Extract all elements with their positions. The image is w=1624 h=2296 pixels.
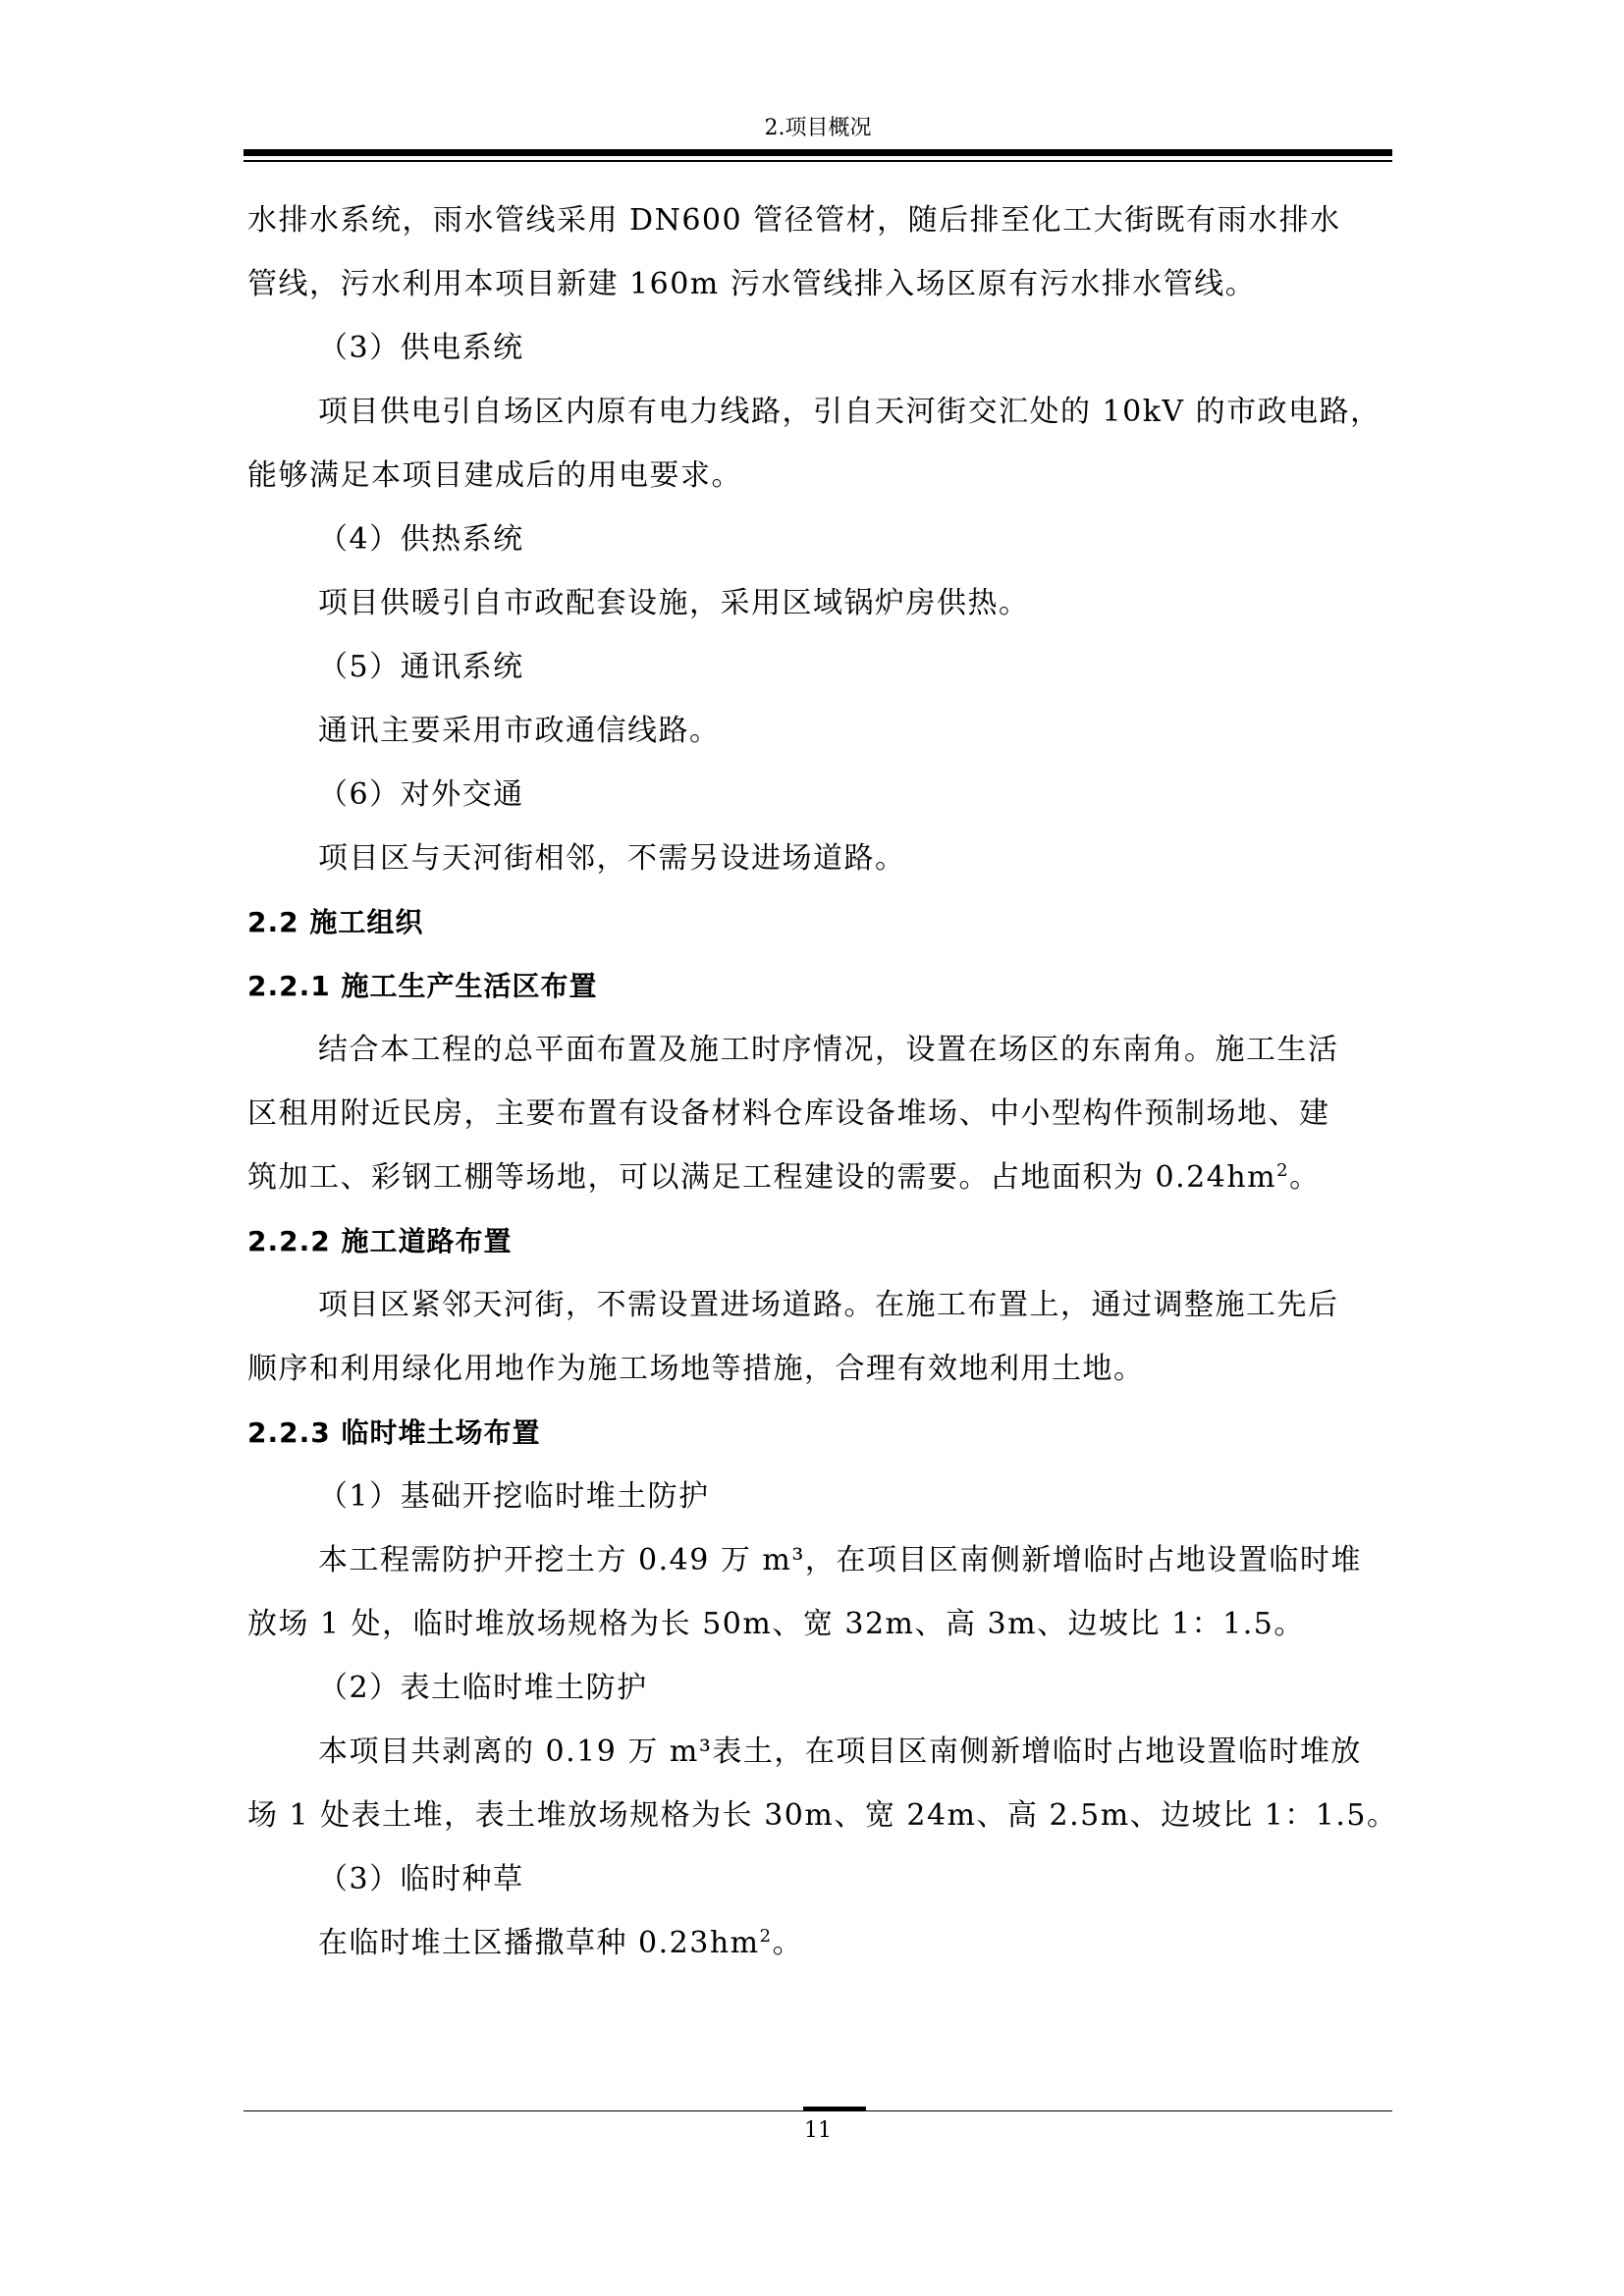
list-item-heading: （2）表土临时堆土防护 [318, 1671, 648, 1705]
body-text: 。 [1289, 1160, 1321, 1195]
list-item-heading: （6）对外交通 [318, 777, 524, 812]
page-number: 11 [804, 2118, 832, 2143]
body-line: 项目供暖引自市政配套设施，采用区域锅炉房供热。 [318, 586, 1030, 620]
body-text: 。 [772, 1926, 804, 1960]
subsection-heading: 2.2.2 施工道路布置 [247, 1225, 513, 1257]
body-line: 本项目共剥离的 0.19 万 m³表土，在项目区南侧新增临时占地设置临时堆放 [318, 1735, 1362, 1769]
body-line: 能够满足本项目建成后的用电要求。 [247, 458, 742, 493]
header-rule-thick [244, 149, 1392, 156]
superscript: 2 [759, 1926, 773, 1947]
body-text: 在临时堆土区播撒草种 0.23hm [318, 1926, 760, 1960]
body-line: 项目区与天河街相邻，不需另设进场道路。 [318, 841, 906, 876]
subsection-heading: 2.2.3 临时堆土场布置 [247, 1416, 541, 1449]
list-item-heading: （3）临时种草 [318, 1862, 524, 1896]
list-item-heading: （4）供热系统 [318, 522, 524, 557]
list-item-heading: （5）通讯系统 [318, 650, 524, 684]
body-line: 项目供电引自场区内原有电力线路，引自天河街交汇处的 10kV 的市政电路， [318, 395, 1381, 429]
body-line: 场 1 处表土堆，表土堆放场规格为长 30m、宽 24m、高 2.5m、边坡比 1：1.5。 [247, 1798, 1398, 1833]
body-line: 项目区紧邻天河街，不需设置进场道路。在施工布置上，通过调整施工先后 [318, 1288, 1339, 1322]
running-header: 2.项目概况 [764, 116, 872, 140]
list-item-heading: （3）供电系统 [318, 331, 524, 365]
page-body [247, 188, 1398, 1975]
body-line: 通讯主要采用市政通信线路。 [318, 714, 721, 748]
body-line [247, 1146, 1386, 1209]
superscript: 2 [1276, 1160, 1290, 1181]
footer-rule [244, 2110, 1392, 2111]
body-line: 区租用附近民房，主要布置有设备材料仓库设备堆场、中小型构件预制场地、建 [247, 1096, 1330, 1131]
body-line [247, 1911, 1386, 1975]
body-line: 结合本工程的总平面布置及施工时序情况，设置在场区的东南角。施工生活 [318, 1033, 1339, 1067]
body-text: 筑加工、彩钢工棚等场地，可以满足工程建设的需要。占地面积为 0.24hm [247, 1160, 1277, 1195]
list-item-heading: （1）基础开挖临时堆土防护 [318, 1479, 710, 1514]
header-rule-thin [244, 160, 1392, 162]
body-line: 管线，污水利用本项目新建 160m 污水管线排入场区原有污水排水管线。 [247, 267, 1257, 301]
body-line: 放场 1 处，临时堆放场规格为长 50m、宽 32m、高 3m、边坡比 1：1.5。 [247, 1607, 1305, 1641]
body-line: 本工程需防护开挖土方 0.49 万 m³，在项目区南侧新增临时占地设置临时堆 [318, 1543, 1362, 1577]
body-line: 顺序和利用绿化用地作为施工场地等措施，合理有效地利用土地。 [247, 1352, 1145, 1386]
body-line: 水排水系统，雨水管线采用 DN600 管径管材，随后排至化工大街既有雨水排水 [247, 203, 1341, 238]
section-heading: 2.2 施工组织 [247, 906, 424, 938]
subsection-heading: 2.2.1 施工生产生活区布置 [247, 970, 598, 1002]
